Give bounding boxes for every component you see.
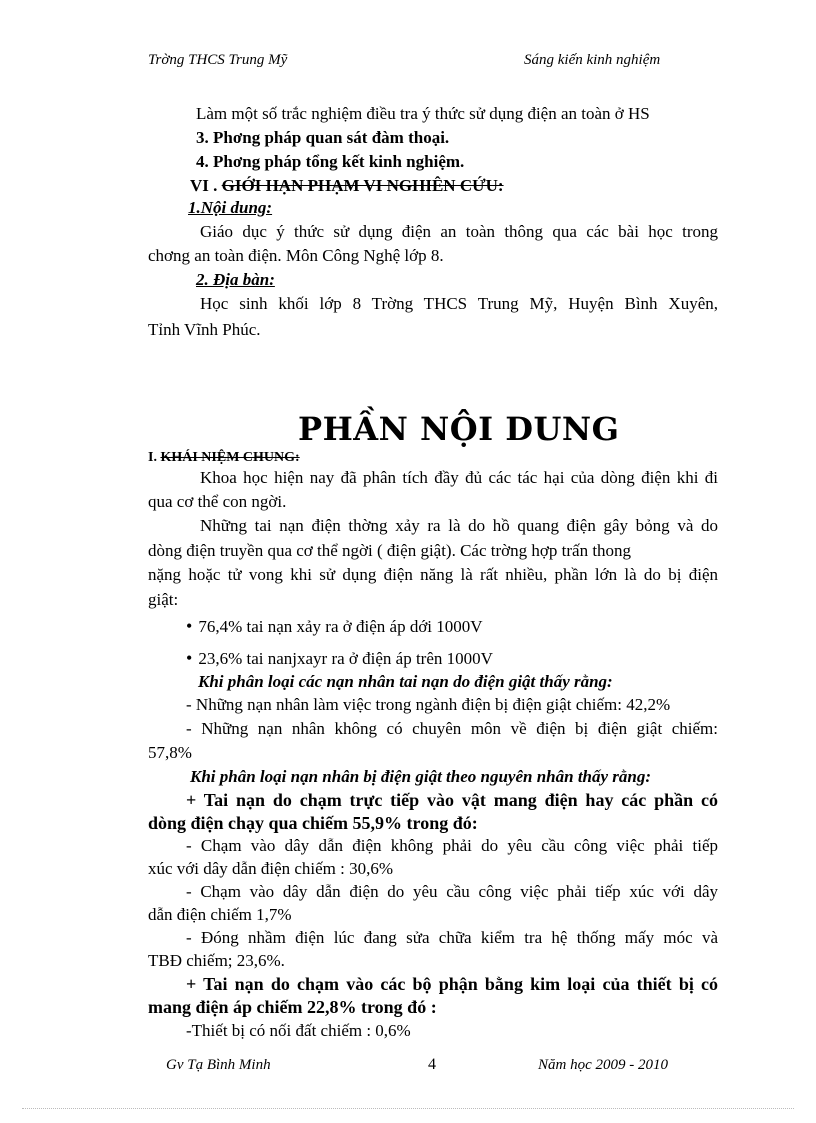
text-line: dòng điện truyền qua cơ thể ngời ( điện giật). Các trờng hợp trấn thong: [148, 541, 632, 560]
text-line: TBĐ chiếm; 23,6%.: [148, 951, 285, 970]
method-3-text: 3. Phơng pháp quan sát đàm thoại.: [196, 128, 450, 147]
page-title: PHẦN NỘI DUNG: [298, 410, 620, 448]
method-4-text: 4. Phơng pháp tổng kết kinh nghiệm.: [196, 152, 465, 171]
text-line: - Chạm vào dây dẫn điện do yêu cầu công việc phải tiếp xúc với dây: [186, 882, 718, 901]
header-title: Sáng kiến kinh nghiệm: [524, 52, 661, 68]
footer-year: Năm học 2009 - 2010: [538, 1057, 668, 1073]
method-4: [196, 150, 464, 174]
text-line: qua cơ thể con ngời.: [148, 492, 287, 511]
italic-heading: Khi phân loại nạn nhân bị điện giật theo nguyên nhân thấy rằng:: [190, 767, 652, 786]
text-line: Những tai nạn điện thờng xảy ra là do hồ quang điện gây bỏng và do: [200, 516, 718, 535]
section-vi-number: VI .: [190, 176, 222, 195]
header-school: Trờng THCS Trung Mỹ: [148, 52, 288, 68]
text-line: Làm một số trắc nghiệm điều tra ý thức sử dụng điện an toàn ở HS: [196, 104, 650, 123]
text-line: Tỉnh Vĩnh Phúc.: [148, 320, 261, 339]
text-line: -Thiết bị có nối đất chiếm : 0,6%: [186, 1021, 411, 1040]
text-line: giật:: [148, 590, 179, 609]
bold-line: mang điện áp chiếm 22,8% trong đó :: [148, 997, 437, 1017]
section-i-heading: [148, 450, 300, 466]
text-line: - Chạm vào dây dẫn điện không phải do yêu cầu công việc phải tiếp: [186, 836, 718, 855]
section-i-title: KHÁI NIỆM CHUNG:: [160, 450, 300, 465]
subheading-content: 1.Nội dung:: [188, 198, 273, 217]
page-number: 4: [428, 1056, 436, 1073]
text-line: - Những nạn nhân làm việc trong ngành điện bị điện giật chiếm: 42,2%: [186, 695, 671, 714]
footer-author: Gv Tạ Bình Minh: [166, 1057, 271, 1073]
bold-line: + Tai nạn do chạm vào các bộ phận bằng kim loại của thiết bị có: [186, 974, 718, 994]
bold-line: dòng điện chạy qua chiếm 55,9% trong đó:: [148, 813, 478, 833]
bullet-item: • 76,4% tai nạn xảy ra ở điện áp dới 1000V: [186, 614, 483, 639]
method-3: [196, 126, 449, 150]
section-vi-title: GIỚI HẠN PHẠM VI NGHIÊN CỨU:: [221, 176, 504, 195]
subheading-location: 2. Địa bàn:: [196, 270, 275, 289]
text-line: Giáo dục ý thức sử dụng điện an toàn thông qua các bài học trong: [200, 222, 718, 241]
italic-heading: Khi phân loại các nạn nhân tai nạn do điện giật thấy rằng:: [198, 672, 613, 691]
bullet-item: • 23,6% tai nanjxayr ra ở điện áp trên 1000V: [186, 646, 493, 671]
text-line: chơng an toàn điện. Môn Công Nghệ lớp 8.: [148, 246, 444, 265]
text-line: nặng hoặc tử vong khi sử dụng điện năng là rất nhiều, phần lớn là do bị điện: [148, 565, 718, 584]
section-vi-heading: [190, 174, 504, 198]
text-line: dẫn điện chiếm 1,7%: [148, 905, 292, 924]
text-line: Khoa học hiện nay đã phân tích đầy đủ các tác hại của dòng điện khi đi: [200, 468, 718, 487]
text-line: - Những nạn nhân không có chuyên môn về điện bị điện giật chiếm:: [186, 719, 718, 738]
bold-line: + Tai nạn do chạm trực tiếp vào vật mang điện hay các phần có: [186, 790, 718, 810]
text-line: Học sinh khối lớp 8 Trờng THCS Trung Mỹ, Huyện Bình Xuyên,: [200, 294, 718, 313]
text-line: 57,8%: [148, 743, 192, 762]
text-line: xúc với dây dẫn điện chiếm : 30,6%: [148, 859, 394, 878]
page-bottom-border: [22, 1108, 794, 1109]
section-i-number: I.: [148, 450, 161, 465]
text-line: - Đóng nhầm điện lúc đang sửa chữa kiểm tra hệ thống mấy móc và: [186, 928, 718, 947]
